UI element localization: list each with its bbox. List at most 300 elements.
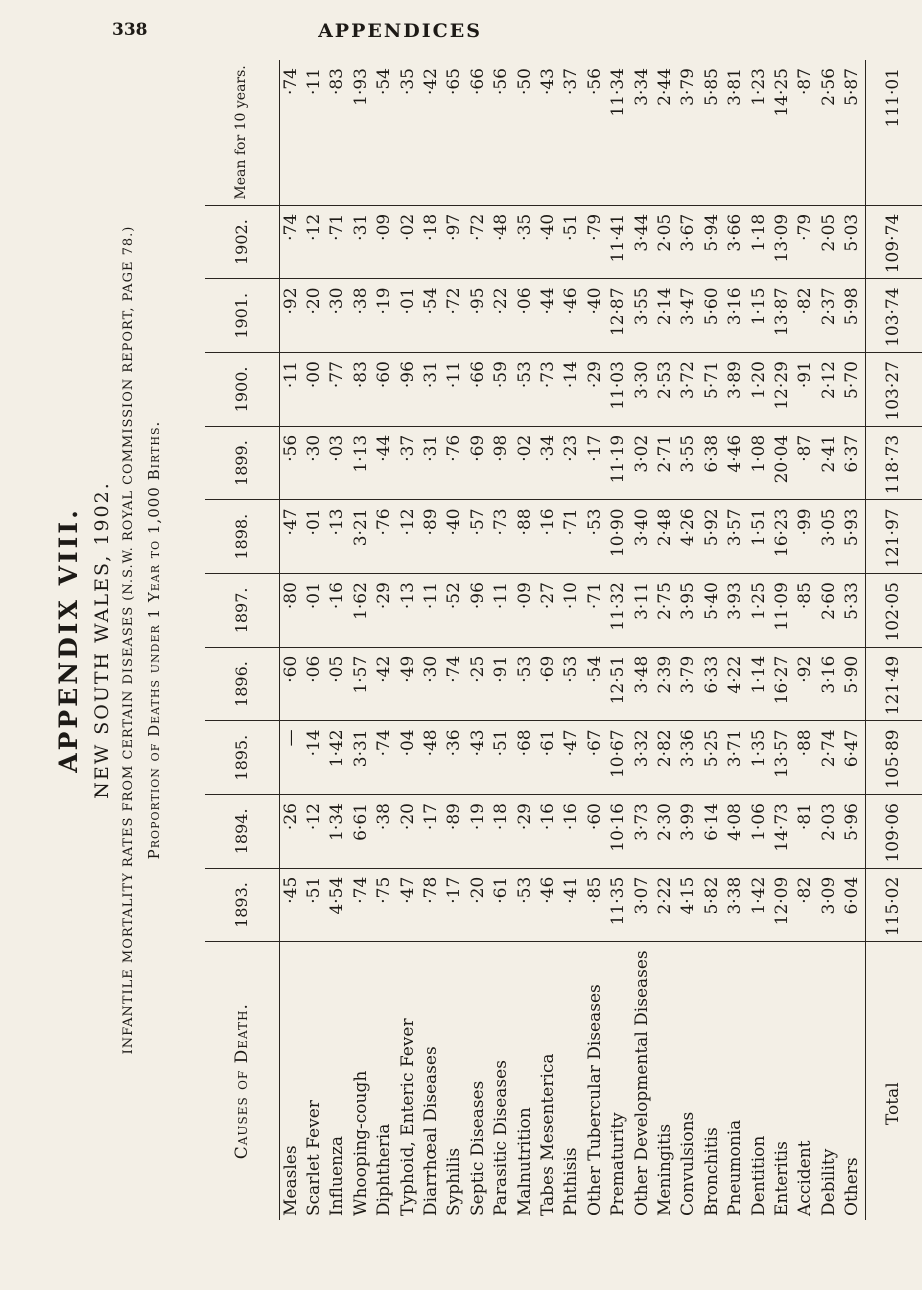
- rate-cell: 1·08: [748, 426, 771, 500]
- rate-cell: ·53: [560, 647, 583, 721]
- running-head: APPENDICES: [318, 20, 482, 42]
- rate-cell: 3·72: [677, 353, 700, 427]
- rate-cell: ·88: [794, 721, 817, 795]
- rate-cell: ·69: [537, 647, 560, 721]
- table-row: [677, 60, 700, 1220]
- rate-cell: ·30: [326, 279, 349, 353]
- cause-cell: Pneumonia: [725, 1119, 746, 1216]
- rate-cell: 3·30: [631, 353, 654, 427]
- rate-cell: 12·51: [607, 647, 630, 721]
- mean-cell: ·65: [443, 60, 466, 205]
- rate-cell: ·11: [279, 353, 303, 427]
- rate-cell: 3·36: [677, 721, 700, 795]
- rate-cell: ·78: [420, 868, 443, 942]
- rate-cell: ·53: [514, 353, 537, 427]
- rate-cell: ·38: [350, 279, 373, 353]
- rate-cell: ·09: [373, 205, 396, 279]
- rate-cell: 3·40: [631, 500, 654, 574]
- rate-cell: ·60: [279, 647, 303, 721]
- rate-cell: 1·06: [748, 795, 771, 869]
- header-row: [205, 60, 279, 1220]
- rate-cell: ·73: [490, 500, 513, 574]
- total-cell: 102·05: [865, 574, 922, 648]
- rate-cell: 11·03: [607, 353, 630, 427]
- rate-cell: ·13: [326, 500, 349, 574]
- rate-cell: ·91: [794, 353, 817, 427]
- cause-cell: Other Tubercular Diseases: [584, 984, 605, 1216]
- total-row: [865, 60, 922, 1220]
- rate-cell: ·02: [397, 205, 420, 279]
- rate-cell: 13·09: [771, 205, 794, 279]
- rate-cell: 3·95: [677, 574, 700, 648]
- table-row: [420, 60, 443, 1220]
- rate-cell: ·92: [279, 279, 303, 353]
- rate-cell: ·71: [560, 500, 583, 574]
- rate-cell: 2·22: [654, 868, 677, 942]
- cause-cell: Tabes Mesenterica: [537, 1053, 558, 1216]
- mean-cell: ·35: [397, 60, 420, 205]
- rate-cell: 3·99: [677, 795, 700, 869]
- rate-cell: ·25: [467, 647, 490, 721]
- cause-cell: Convulsions: [678, 1111, 699, 1216]
- rate-cell: ·16: [537, 500, 560, 574]
- rate-cell: ·51: [490, 721, 513, 795]
- rate-cell: ·03: [326, 426, 349, 500]
- rate-cell: 5·82: [701, 868, 724, 942]
- rate-cell: ·88: [514, 500, 537, 574]
- rate-cell: 12·87: [607, 279, 630, 353]
- rate-cell: 5·94: [701, 205, 724, 279]
- table-row: [373, 60, 396, 1220]
- year-header: 1893.: [205, 868, 279, 942]
- rate-cell: 3·38: [724, 868, 747, 942]
- rate-cell: ·36: [443, 721, 466, 795]
- mean-cell: 11·34: [607, 60, 630, 205]
- rate-cell: ·97: [443, 205, 466, 279]
- rate-cell: 5·03: [841, 205, 865, 279]
- rate-cell: ·74: [443, 647, 466, 721]
- rate-cell: 2·82: [654, 721, 677, 795]
- rate-cell: ·54: [420, 279, 443, 353]
- rate-cell: 2·41: [818, 426, 841, 500]
- cause-cell: Diphtheria: [374, 1123, 395, 1216]
- rate-cell: ·17: [584, 426, 607, 500]
- table-row: [537, 60, 560, 1220]
- total-cell: 121·97: [865, 500, 922, 574]
- rate-cell: 1·57: [350, 647, 373, 721]
- rate-cell: ·04: [397, 721, 420, 795]
- mean-cell: 14·25: [771, 60, 794, 205]
- total-cell: 121·49: [865, 647, 922, 721]
- table-row: [490, 60, 513, 1220]
- rate-cell: ·31: [420, 353, 443, 427]
- rate-cell: 2·71: [654, 426, 677, 500]
- rate-cell: 4·15: [677, 868, 700, 942]
- rate-cell: ·44: [537, 279, 560, 353]
- cause-cell: Measles: [280, 1145, 301, 1216]
- rate-cell: ·06: [514, 279, 537, 353]
- rate-cell: ·54: [584, 647, 607, 721]
- rate-cell: 1·13: [350, 426, 373, 500]
- rate-cell: 11·35: [607, 868, 630, 942]
- rate-cell: 4·54: [326, 868, 349, 942]
- mean-cell: ·56: [584, 60, 607, 205]
- rate-cell: ·46: [537, 868, 560, 942]
- rate-cell: ·40: [443, 500, 466, 574]
- rate-cell: ·12: [303, 205, 326, 279]
- rate-cell: ·34: [537, 426, 560, 500]
- table-row: [397, 60, 420, 1220]
- mean-cell: 1·93: [350, 60, 373, 205]
- mean-cell: 5·87: [841, 60, 865, 205]
- rate-cell: 3·21: [350, 500, 373, 574]
- rate-cell: 3·73: [631, 795, 654, 869]
- rate-cell: ·96: [467, 574, 490, 648]
- rate-cell: ·20: [303, 279, 326, 353]
- table-row: [631, 60, 654, 1220]
- rate-cell: ·19: [373, 279, 396, 353]
- rate-cell: ·40: [537, 205, 560, 279]
- rate-cell: ·02: [514, 426, 537, 500]
- rate-cell: ·87: [794, 426, 817, 500]
- rate-cell: ·52: [443, 574, 466, 648]
- rate-cell: ·67: [584, 721, 607, 795]
- mean-cell: 3·81: [724, 60, 747, 205]
- rate-cell: 3·32: [631, 721, 654, 795]
- mean-cell: 3·34: [631, 60, 654, 205]
- rate-cell: ·20: [467, 868, 490, 942]
- rate-cell: 10·90: [607, 500, 630, 574]
- rate-cell: ·76: [373, 500, 396, 574]
- rate-cell: ·22: [490, 279, 513, 353]
- rate-cell: ·47: [397, 868, 420, 942]
- rate-cell: ·12: [303, 795, 326, 869]
- rate-cell: 2·30: [654, 795, 677, 869]
- rate-cell: ·48: [490, 205, 513, 279]
- cause-cell: Bronchitis: [701, 1127, 722, 1216]
- mortality-table: [205, 60, 922, 1220]
- table-row: [724, 60, 747, 1220]
- rate-cell: 2·05: [818, 205, 841, 279]
- rate-cell: 2·12: [818, 353, 841, 427]
- table-description: INFANTILE MORTALITY RATES FROM CERTAIN DISEASES (N.S.W. ROYAL COMMISSION REPORT, PAGE 78.): [121, 225, 136, 1055]
- rate-cell: ·05: [326, 647, 349, 721]
- cause-cell: Septic Diseases: [467, 1080, 488, 1216]
- rate-cell: 11·09: [771, 574, 794, 648]
- rate-cell: ·01: [303, 574, 326, 648]
- total-cell: 109·06: [865, 795, 922, 869]
- rate-cell: ·38: [373, 795, 396, 869]
- rate-cell: ·13: [397, 574, 420, 648]
- rate-cell: 1·15: [748, 279, 771, 353]
- rate-cell: ·51: [560, 205, 583, 279]
- rate-cell: ·44: [373, 426, 396, 500]
- rate-cell: 13·57: [771, 721, 794, 795]
- rate-cell: ·81: [794, 795, 817, 869]
- rate-cell: ·83: [350, 353, 373, 427]
- mean-cell: ·43: [537, 60, 560, 205]
- year-header: 1901.: [205, 279, 279, 353]
- rate-cell: 5·71: [701, 353, 724, 427]
- cause-cell: Dentition: [748, 1135, 769, 1216]
- rate-cell: ·99: [794, 500, 817, 574]
- year-header: 1902.: [205, 205, 279, 279]
- rate-cell: 6·33: [701, 647, 724, 721]
- total-cell: 109·74: [865, 205, 922, 279]
- total-cell: 115·02: [865, 868, 922, 942]
- table-row: [654, 60, 677, 1220]
- rate-cell: 5·96: [841, 795, 865, 869]
- cause-cell: Others: [842, 1157, 863, 1216]
- total-cell: 103·27: [865, 353, 922, 427]
- rate-cell: 6·38: [701, 426, 724, 500]
- rate-cell: 12·29: [771, 353, 794, 427]
- rate-cell: 3·67: [677, 205, 700, 279]
- rate-cell: ·59: [490, 353, 513, 427]
- rate-cell: ·61: [537, 721, 560, 795]
- rate-cell: 1·51: [748, 500, 771, 574]
- total-cell: 105·89: [865, 721, 922, 795]
- cause-cell: Influenza: [327, 1135, 348, 1216]
- rate-cell: 4·22: [724, 647, 747, 721]
- mean-cell: 2·56: [818, 60, 841, 205]
- rate-cell: ·79: [584, 205, 607, 279]
- rate-cell: ·92: [794, 647, 817, 721]
- total-label: Total: [865, 942, 922, 1220]
- rate-cell: 4·08: [724, 795, 747, 869]
- rate-cell: ·82: [794, 279, 817, 353]
- rate-cell: ·30: [303, 426, 326, 500]
- rate-cell: 3·93: [724, 574, 747, 648]
- rate-cell: 2·53: [654, 353, 677, 427]
- rate-cell: 2·75: [654, 574, 677, 648]
- cause-cell: Typhoid, Enteric Fever: [397, 1018, 418, 1216]
- rate-cell: 20·04: [771, 426, 794, 500]
- rate-cell: ·42: [373, 647, 396, 721]
- rate-cell: ·14: [303, 721, 326, 795]
- rate-cell: ·35: [514, 205, 537, 279]
- rate-cell: ·98: [490, 426, 513, 500]
- rate-cell: 2·37: [818, 279, 841, 353]
- cause-cell: Other Developmental Diseases: [631, 950, 652, 1216]
- rate-cell: ·00: [303, 353, 326, 427]
- rate-cell: ·20: [397, 795, 420, 869]
- rate-cell: ·60: [584, 795, 607, 869]
- table-row: [584, 60, 607, 1220]
- cause-cell: Whooping-cough: [350, 1070, 371, 1216]
- mean-cell: ·11: [303, 60, 326, 205]
- rate-cell: 1·14: [748, 647, 771, 721]
- mean-cell: 5·85: [701, 60, 724, 205]
- rate-cell: 5·33: [841, 574, 865, 648]
- rate-cell: 3·05: [818, 500, 841, 574]
- rate-cell: 5·98: [841, 279, 865, 353]
- rate-cell: 1·20: [748, 353, 771, 427]
- mean-cell: 2·44: [654, 60, 677, 205]
- table-row: [794, 60, 817, 1220]
- rate-cell: ·09: [514, 574, 537, 648]
- rate-cell: ·45: [279, 868, 303, 942]
- cause-cell: Prematurity: [608, 1112, 629, 1216]
- mean-cell: ·56: [490, 60, 513, 205]
- cause-cell: Parasitic Diseases: [491, 1060, 512, 1216]
- mean-cell: ·54: [373, 60, 396, 205]
- rate-cell: 1·25: [748, 574, 771, 648]
- rate-cell: ·06: [303, 647, 326, 721]
- rate-cell: 10·16: [607, 795, 630, 869]
- rate-cell: ·11: [420, 574, 443, 648]
- rate-cell: 2·74: [818, 721, 841, 795]
- rate-cell: 3·47: [677, 279, 700, 353]
- mean-cell: 1·23: [748, 60, 771, 205]
- rate-cell: ·74: [279, 205, 303, 279]
- table-row: [303, 60, 326, 1220]
- table-row: [771, 60, 794, 1220]
- rate-cell: 16·23: [771, 500, 794, 574]
- rate-cell: ·76: [443, 426, 466, 500]
- rate-cell: ·17: [420, 795, 443, 869]
- table-subtitle: Proportion of Deaths under 1 Year to 1,000 Births.: [145, 420, 163, 860]
- rate-cell: 6·14: [701, 795, 724, 869]
- cause-cell: Accident: [795, 1140, 816, 1216]
- rate-cell: 4·46: [724, 426, 747, 500]
- mean-cell: ·42: [420, 60, 443, 205]
- table-row: [326, 60, 349, 1220]
- rate-cell: ·75: [373, 868, 396, 942]
- rate-cell: 5·40: [701, 574, 724, 648]
- rate-cell: 5·90: [841, 647, 865, 721]
- mean-cell: ·66: [467, 60, 490, 205]
- rate-cell: 3·16: [724, 279, 747, 353]
- rate-cell: 3·16: [818, 647, 841, 721]
- rate-cell: 6·37: [841, 426, 865, 500]
- rate-cell: 5·60: [701, 279, 724, 353]
- table-row: [279, 60, 303, 1220]
- rate-cell: ·48: [420, 721, 443, 795]
- rate-cell: ·12: [397, 500, 420, 574]
- year-header: 1897.: [205, 574, 279, 648]
- rate-cell: 3·89: [724, 353, 747, 427]
- rate-cell: 3·55: [631, 279, 654, 353]
- rate-cell: ·29: [373, 574, 396, 648]
- rate-cell: ·68: [514, 721, 537, 795]
- rate-cell: ·73: [537, 353, 560, 427]
- rate-cell: 5·25: [701, 721, 724, 795]
- rate-cell: ·41: [560, 868, 583, 942]
- cause-cell: Debility: [818, 1148, 839, 1216]
- table-row: [350, 60, 373, 1220]
- rate-cell: ·49: [397, 647, 420, 721]
- cause-cell: Syphilis: [444, 1147, 465, 1216]
- rate-cell: 3·66: [724, 205, 747, 279]
- rate-cell: ·23: [560, 426, 583, 500]
- mean-cell: ·83: [326, 60, 349, 205]
- total-cell: 103·74: [865, 279, 922, 353]
- rate-cell: 2·48: [654, 500, 677, 574]
- rate-cell: 3·48: [631, 647, 654, 721]
- rate-cell: ·85: [584, 868, 607, 942]
- rate-cell: 3·07: [631, 868, 654, 942]
- table-titles: [50, 60, 166, 1220]
- rate-cell: ·31: [420, 426, 443, 500]
- mean-cell: ·74: [279, 60, 303, 205]
- rate-cell: ·30: [420, 647, 443, 721]
- cause-cell: Phthisis: [561, 1147, 582, 1216]
- rate-cell: ·29: [514, 795, 537, 869]
- rate-cell: ·85: [794, 574, 817, 648]
- table-row: [701, 60, 724, 1220]
- rate-cell: ·31: [350, 205, 373, 279]
- rate-cell: 12·09: [771, 868, 794, 942]
- rate-cell: ·77: [326, 353, 349, 427]
- rate-cell: 2·60: [818, 574, 841, 648]
- year-header: 1896.: [205, 647, 279, 721]
- rate-cell: 14·73: [771, 795, 794, 869]
- rate-cell: ·89: [443, 795, 466, 869]
- rate-cell: ·57: [467, 500, 490, 574]
- cause-cell: Diarrhœal Diseases: [420, 1046, 441, 1216]
- rate-cell: 3·11: [631, 574, 654, 648]
- rate-cell: 3·44: [631, 205, 654, 279]
- rate-cell: 3·09: [818, 868, 841, 942]
- year-header: 1900.: [205, 353, 279, 427]
- rate-cell: 2·05: [654, 205, 677, 279]
- rate-cell: 5·93: [841, 500, 865, 574]
- rate-cell: ·37: [397, 426, 420, 500]
- rate-cell: ·47: [279, 500, 303, 574]
- rate-cell: ·40: [584, 279, 607, 353]
- rate-cell: 1·18: [748, 205, 771, 279]
- rate-cell: ·82: [794, 868, 817, 942]
- rate-cell: 5·92: [701, 500, 724, 574]
- table-row: [607, 60, 630, 1220]
- rate-cell: ·18: [420, 205, 443, 279]
- rate-cell: 5·70: [841, 353, 865, 427]
- mean-cell: 3·79: [677, 60, 700, 205]
- rate-cell: ·95: [467, 279, 490, 353]
- rate-cell: ·71: [584, 574, 607, 648]
- rate-cell: ·26: [279, 795, 303, 869]
- rate-cell: ·74: [373, 721, 396, 795]
- rate-cell: ·60: [373, 353, 396, 427]
- rate-cell: 1·62: [350, 574, 373, 648]
- rate-cell: ·01: [397, 279, 420, 353]
- mean-cell: ·37: [560, 60, 583, 205]
- rate-cell: 1·42: [326, 721, 349, 795]
- appendix-title: APPENDIX VIII.: [54, 507, 83, 773]
- rate-cell: 1·42: [748, 868, 771, 942]
- cause-cell: Meningitis: [655, 1123, 675, 1216]
- rate-cell: 2·03: [818, 795, 841, 869]
- rate-cell: ·11: [490, 574, 513, 648]
- rate-cell: ·19: [467, 795, 490, 869]
- rate-cell: ·46: [560, 279, 583, 353]
- rate-cell: ·91: [490, 647, 513, 721]
- rate-cell: 2·14: [654, 279, 677, 353]
- rate-cell: ·47: [560, 721, 583, 795]
- table-row: [748, 60, 771, 1220]
- table-row: [841, 60, 865, 1220]
- rate-cell: ·29: [584, 353, 607, 427]
- rate-cell: ·71: [326, 205, 349, 279]
- rate-cell: ·27: [537, 574, 560, 648]
- rate-cell: 10·67: [607, 721, 630, 795]
- region-title: NEW SOUTH WALES, 1902.: [91, 481, 113, 799]
- rate-cell: ·53: [514, 647, 537, 721]
- rate-cell: ·53: [584, 500, 607, 574]
- year-header: 1899.: [205, 426, 279, 500]
- rate-cell: 11·19: [607, 426, 630, 500]
